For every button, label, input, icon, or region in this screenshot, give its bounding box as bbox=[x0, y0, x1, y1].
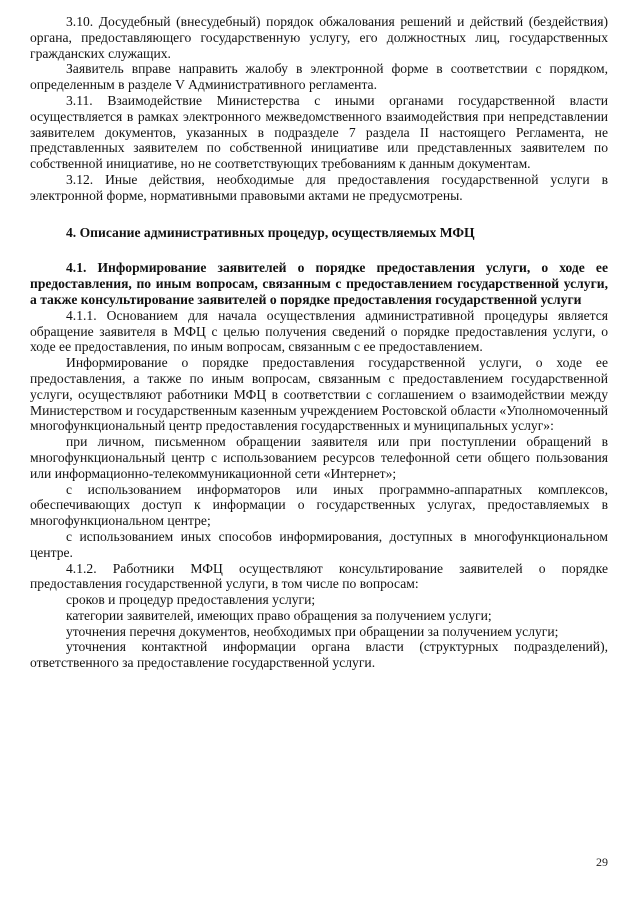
paragraph-4-1-1: 4.1.1. Основанием для начала осуществления административной процедуры является обращение заявителя в МФЦ с целью получения сведений о порядке предоставления услуги, о ходе ее предоставления, по иным вопросам, связанным с ее предоставлением. bbox=[30, 307, 608, 355]
paragraph-3-12: 3.12. Иные действия, необходимые для предоставления государственной услуги в электронной форме, нормативными правовыми актами не предусмотрены. bbox=[30, 171, 608, 203]
paragraph-other-methods: с использованием иных способов информирования, доступных в многофункциональном центре. bbox=[30, 528, 608, 560]
document-page bbox=[30, 14, 608, 671]
list-item-terms: сроков и процедур предоставления услуги; bbox=[66, 592, 316, 608]
list-item-contacts: уточнения контактной информации органа власти (структурных подразделений), ответственного за предоставление государственной услуги. bbox=[30, 639, 608, 671]
paragraph-3-11: 3.11. Взаимодействие Министерства с иными органами государственной власти осуществляется в рамках электронного межведомственного взаимодействия при непредставлении заявителем документов, указанных в подразделе 7 раздела II настоящего Регламента, не представленных заявителем по собственной инициативе или представленных заявителем по собственной инициативе, но не соответствующих требованиям к данным документам. bbox=[30, 92, 608, 172]
subsection-heading-4-1: 4.1. Информирование заявителей о порядке предоставления услуги, о ходе ее предоставления, по иным вопросам, связанным с предоставлением государственной услуги, а также консультирование заявителей о порядке предоставления государственной услуги bbox=[30, 260, 608, 307]
paragraph-4-1-2: 4.1.2. Работники МФЦ осуществляют консультирование заявителей о порядке предоставления государственной услуги, в том числе по вопросам: bbox=[30, 560, 608, 592]
page-number: 29 bbox=[596, 855, 608, 869]
list-item-categories: категории заявителей, имеющих право обращения за получением услуги; bbox=[66, 607, 492, 623]
list-item-documents: уточнения перечня документов, необходимых при обращении за получением услуги; bbox=[66, 623, 559, 639]
paragraph-3-10: 3.10. Досудебный (внесудебный) порядок обжалования решений и действий (бездействия) органа, предоставляющего государственную услугу, его должностных лиц, государственных гражданских служащих. bbox=[30, 14, 608, 61]
paragraph-personal-request: при личном, письменном обращении заявителя или при поступлении обращений в многофункциональный центр с использованием ресурсов телефонной сети общего пользования или информационно-телекоммуникационной сети «Интернет»; bbox=[30, 434, 608, 481]
paragraph-informing: Информирование о порядке предоставления государственной услуги, о ходе ее предоставления, а также по иным вопросам, связанным с предоставлением государственной услуги, осуществляют работники МФЦ в соответствии с соглашением о взаимодействии между Министерством и государственным казенным учреждением Ростовской области «Уполномоченный многофункциональный центр предоставления государственных и муниципальных услуг»: bbox=[30, 355, 608, 434]
paragraph-complaint-electronic: Заявитель вправе направить жалобу в электронной форме в соответствии с порядком, определенным в разделе V Административного регламента. bbox=[30, 61, 608, 93]
paragraph-informers: с использованием информаторов или иных программно-аппаратных комплексов, обеспечивающих доступ к информации о государственных услугах, предоставляемых в многофункциональном центре; bbox=[30, 481, 608, 529]
section-heading-4: 4. Описание административных процедур, осуществляемых МФЦ bbox=[66, 224, 475, 240]
